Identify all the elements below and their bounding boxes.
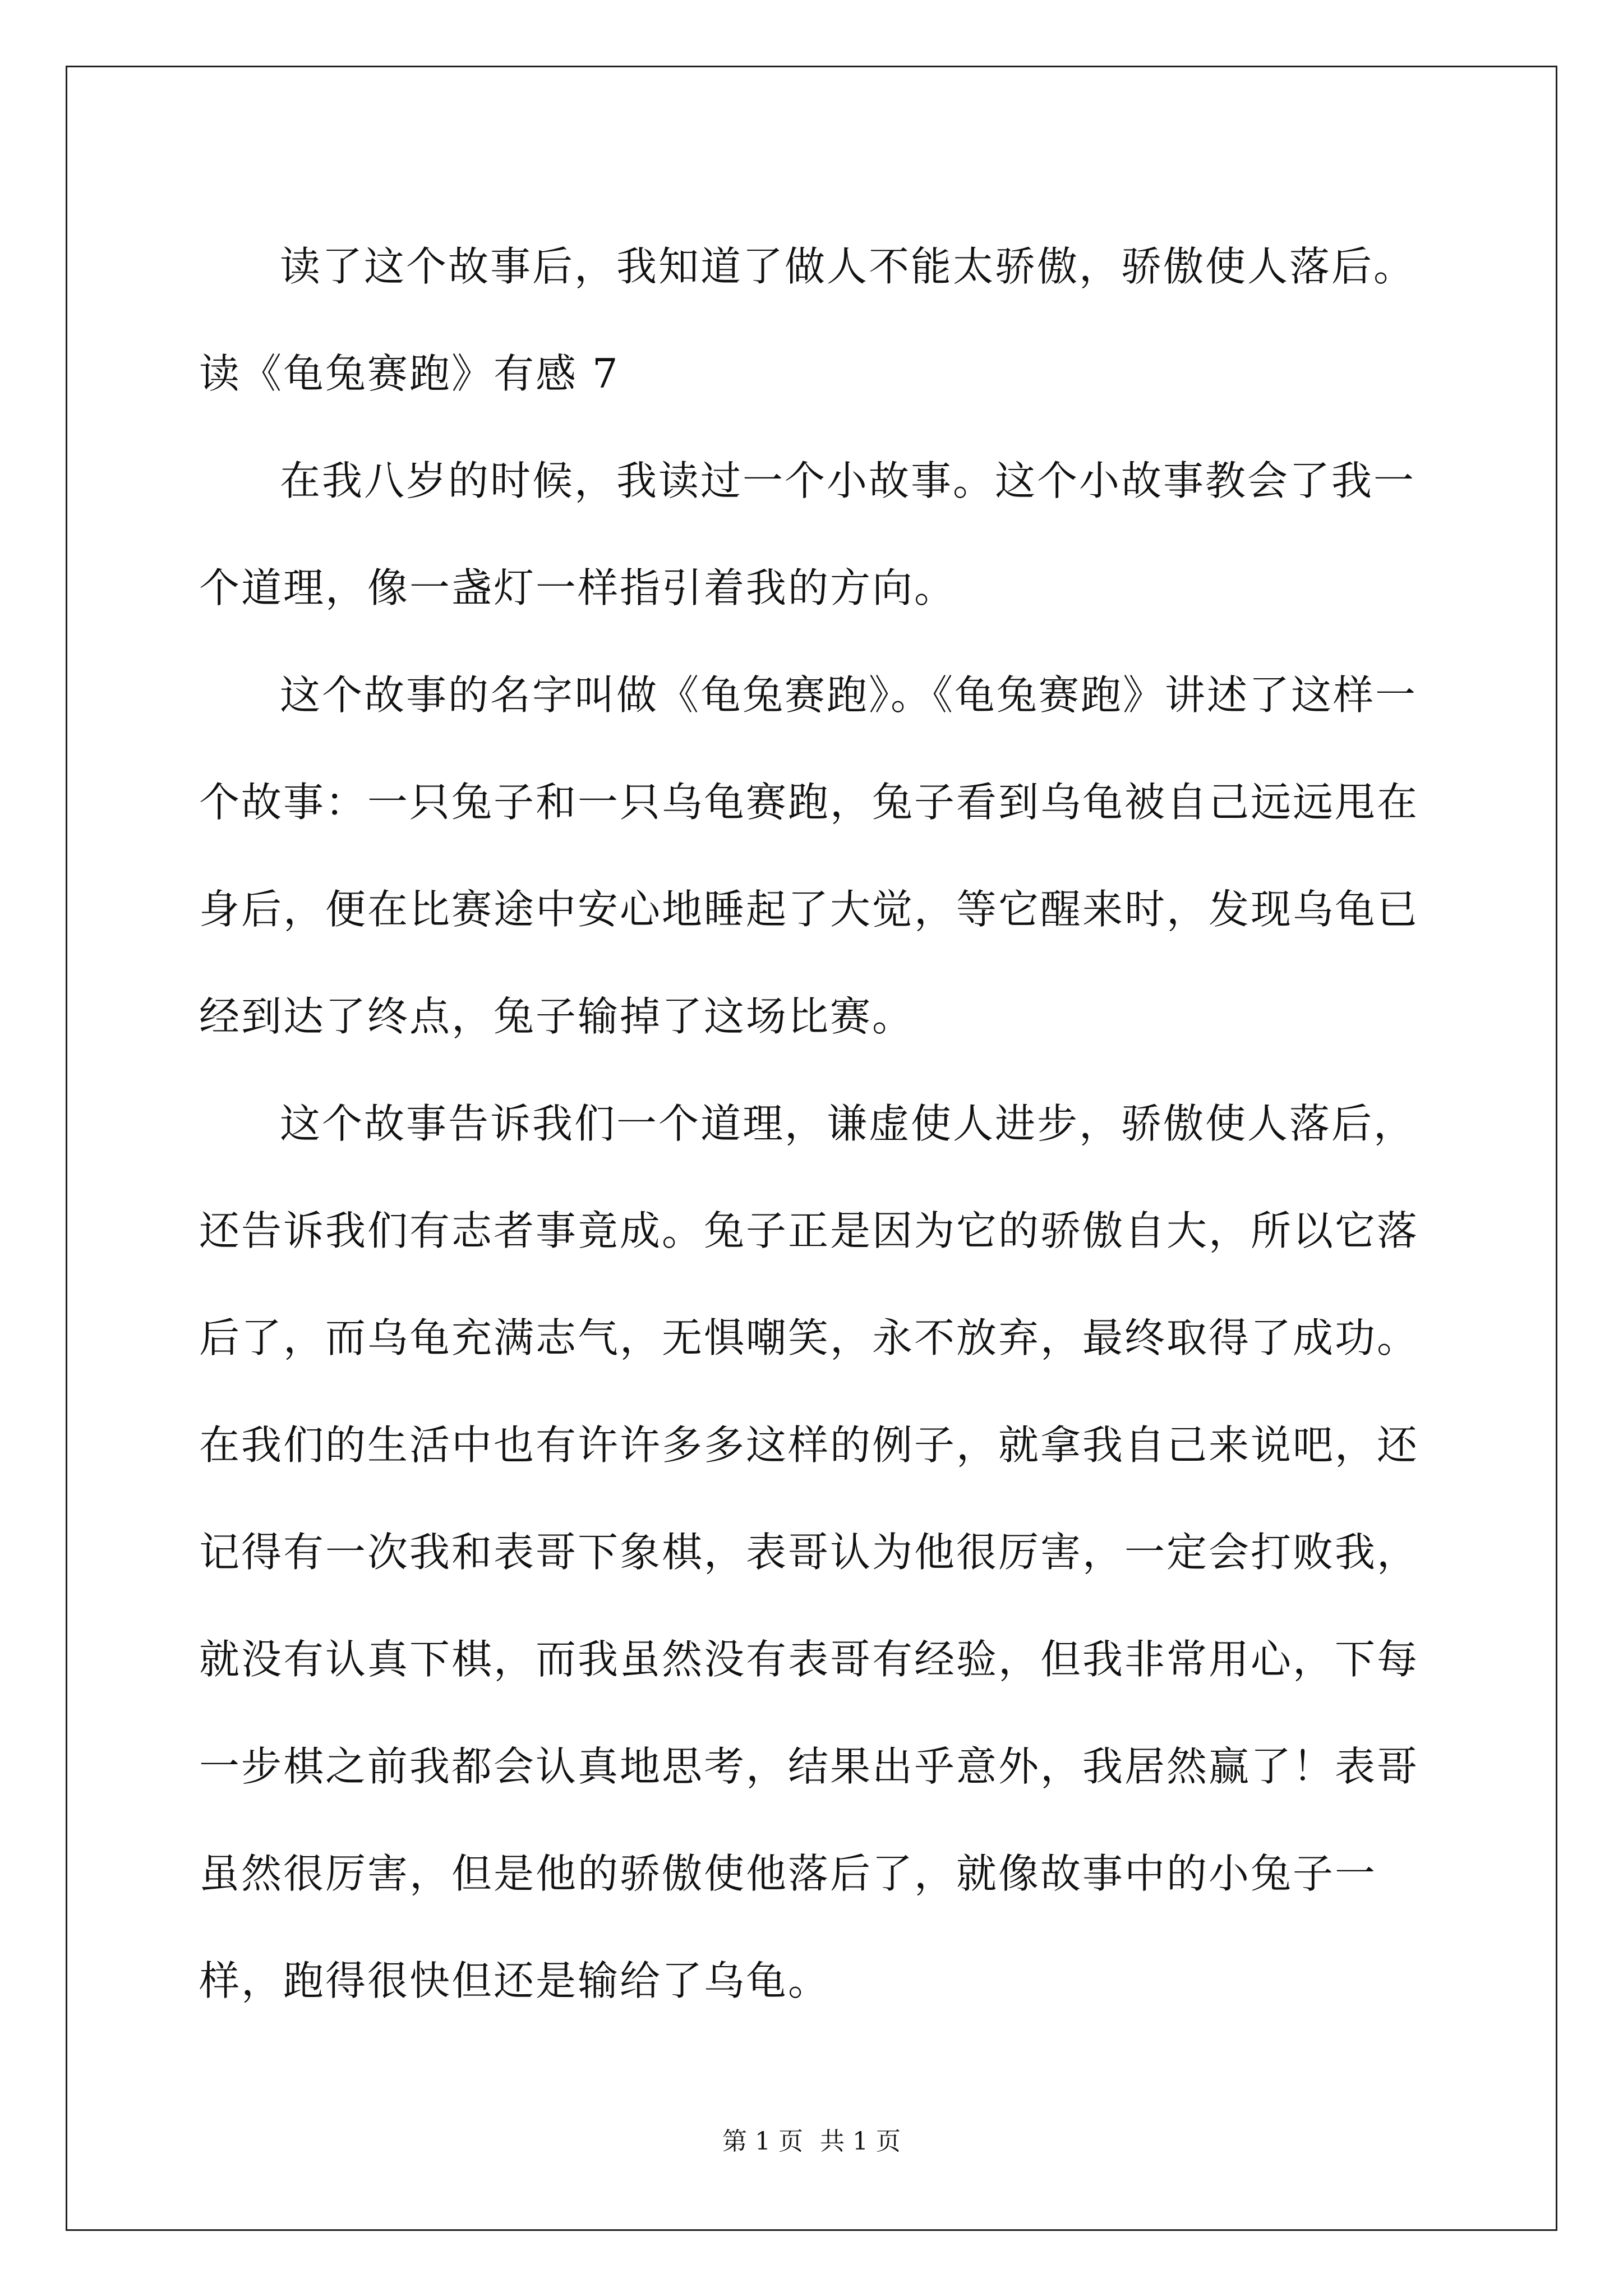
paragraph-2: 在我八岁的时候，我读过一个小故事。这个小故事教会了我一个道理，像一盏灯一样指引着我的方向。 <box>199 457 1416 611</box>
paragraph-3: 这个故事的名字叫做《龟兔赛跑》。《龟兔赛跑》讲述了这样一个故事：一只兔子和一只乌龟赛跑，兔子看到乌龟被自己远远甩在身后，便在比赛途中安心地睡起了大觉，等它醒来时，发现乌龟已经到达了终点，兔子输掉了这场比赛。 <box>199 671 1419 1040</box>
page-footer <box>0 2125 1623 2159</box>
page-number: 第 1 页 <box>722 2127 803 2156</box>
document-body <box>199 213 1427 2035</box>
paragraph-1: 读了这个故事后，我知道了做人不能太骄傲，骄傲使人落后。 <box>280 243 1416 290</box>
page-total: 共 1 页 <box>820 2127 901 2156</box>
paragraph-4: 这个故事告诉我们一个道理，谦虚使人进步，骄傲使人落后，还告诉我们有志者事竟成。兔子正是因为它的骄傲自大，所以它落后了，而乌龟充满志气，无惧嘲笑，永不放弃，最终取得了成功。在我们的生活中也有许许多多这样的例子，就拿我自己来说吧，还记得有一次我和表哥下象棋，表哥认为他很厉害，一定会打败我，就没有认真下棋，而我虽然没有表哥有经验，但我非常用心，下每一步棋之前我都会认真地思考，结果出乎意外，我居然赢了！表哥虽然很厉害，但是他的骄傲使他落后了，就像故事中的小兔子一样，跑得很快但还是输给了乌龟。 <box>199 1100 1419 2004</box>
section-heading: 读《龟兔赛跑》有感 7 <box>199 350 620 397</box>
